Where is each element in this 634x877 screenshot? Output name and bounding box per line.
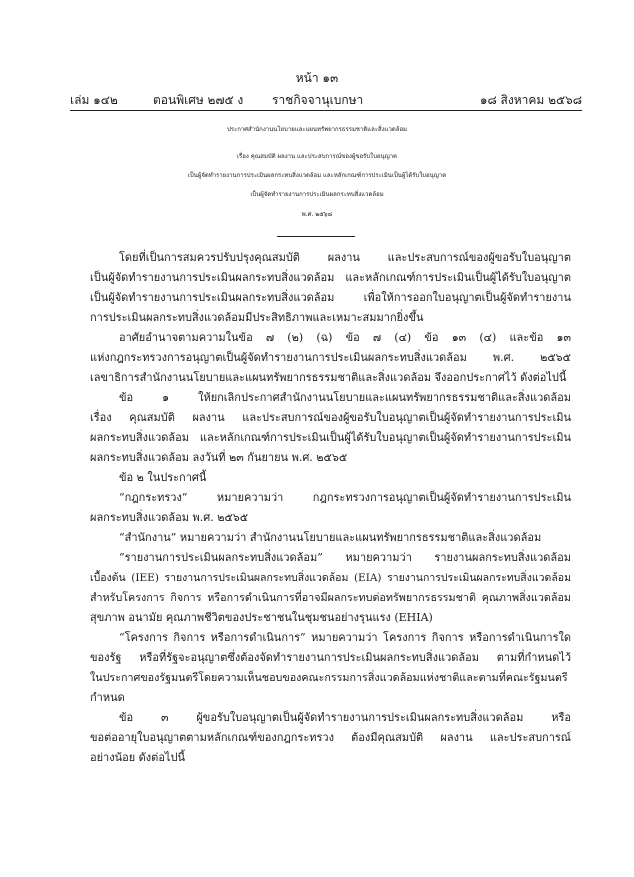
subject-line: เป็นผู้จัดทำรายงานการประเมินผลกระทบสิ่งแวดล้อม และหลักเกณฑ์การประเมินเป็นผู้ได้รับใบอนุญาต (187, 172, 447, 179)
subject-line: เป็นผู้จัดทำรายงานการประเมินผลกระทบสิ่งแวดล้อม (250, 191, 384, 198)
body-line: ของรัฐ หรือที่รัฐจะอนุญาตซึ่งต้องจัดทำรายงานการประเมินผลกระทบสิ่งแวดล้อม ตามที่กำหนดไว้ (90, 651, 571, 664)
body-line: กำหนด (90, 691, 125, 704)
body-line: เป็นผู้จัดทำรายงานการประเมินผลกระทบสิ่งแวดล้อม เพื่อให้การออกใบอนุญาตเป็นผู้จัดทำรายงาน (90, 291, 571, 304)
announcement-title: ประกาศสำนักงานนโยบายและแผนทรัพยากรธรรมชาติและสิ่งแวดล้อม (226, 126, 407, 133)
body-line: “กฎกระทรวง” หมายความว่า กฎกระทรวงการอนุญาตเป็นผู้จัดทำรายงานการประเมิน (119, 491, 571, 504)
special-section: ตอนพิเศษ ๒๗๕ ง (153, 93, 244, 107)
body-line: ขอต่ออายุใบอนุญาตตามหลักเกณฑ์ของกฎกระทรวง ต้องมีคุณสมบัติ ผลงาน และประสบการณ์ (90, 731, 571, 744)
volume-number: เล่ม ๑๔๒ (70, 93, 118, 107)
body-line: การประเมินผลกระทบสิ่งแวดล้อมมีประสิทธิภาพและเหมาะสมมากยิ่งขึ้น (90, 311, 424, 324)
body-line: ข้อ ๒ ในประกาศนี้ (119, 471, 207, 484)
page-number: หน้า ๑๓ (295, 71, 339, 85)
publication-date: ๑๘ สิงหาคม ๒๕๖๘ (479, 93, 582, 107)
body-line: “รายงานการประเมินผลกระทบสิ่งแวดล้อม” หมายความว่า รายงานผลกระทบสิ่งแวดล้อม (119, 551, 571, 564)
body-line: ผลกระทบสิ่งแวดล้อม ลงวันที่ ๒๓ กันยายน พ.ศ. ๒๕๖๕ (90, 451, 348, 464)
body-line: ข้อ ๑ ให้ยกเลิกประกาศสำนักงานนโยบายและแผนทรัพยากรธรรมชาติและสิ่งแวดล้อม (119, 391, 571, 404)
body-line: “สำนักงาน” หมายความว่า สำนักงานนโยบายและแผนทรัพยากรธรรมชาติและสิ่งแวดล้อม (119, 531, 542, 544)
title-underline (277, 236, 355, 237)
body-line: ในประกาศของรัฐมนตรีโดยความเห็นชอบของคณะกรรมการสิ่งแวดล้อมแห่งชาติและตามที่คณะรัฐมนตรี (90, 671, 568, 684)
body-line: ข้อ ๓ ผู้ขอรับใบอนุญาตเป็นผู้จัดทำรายงานการประเมินผลกระทบสิ่งแวดล้อม หรือ (119, 711, 571, 724)
body-line: เป็นผู้จัดทำรายงานการประเมินผลกระทบสิ่งแวดล้อม และหลักเกณฑ์การประเมินเป็นผู้ได้รับใบอนุญาต (90, 271, 571, 284)
gazette-name: ราชกิจจานุเบกษา (272, 93, 364, 107)
subject-line: เรื่อง คุณสมบัติ ผลงาน และประสบการณ์ของผู้ขอรับใบอนุญาต (236, 153, 397, 160)
body-line: “โครงการ กิจการ หรือการดำเนินการ” หมายความว่า โครงการ กิจการ หรือการดำเนินการใด (119, 631, 571, 644)
body-line: เบื้องต้น (IEE) รายงานการประเมินผลกระทบสิ่งแวดล้อม (EIA) รายงานการประเมินผลกระทบสิ่งแวดล้อม (90, 572, 571, 584)
body-line: แห่งกฎกระทรวงการอนุญาตเป็นผู้จัดทำรายงานการประเมินผลกระทบสิ่งแวดล้อม พ.ศ. ๒๕๖๕ (90, 351, 571, 364)
body-line: เรื่อง คุณสมบัติ ผลงาน และประสบการณ์ของผู้ขอรับใบอนุญาตเป็นผู้จัดทำรายงานการประเมิน (90, 411, 571, 424)
body-line: โดยที่เป็นการสมควรปรับปรุงคุณสมบัติ ผลงาน และประสบการณ์ของผู้ขอรับใบอนุญาต (119, 251, 571, 264)
body-line: สำหรับโครงการ กิจการ หรือการดำเนินการที่อาจมีผลกระทบต่อทรัพยากรธรรมชาติ คุณภาพสิ่งแวดล้อม (90, 591, 571, 604)
announcement-year: พ.ศ. ๒๕๖๘ (301, 211, 333, 218)
body-line: เลขาธิการสำนักงานนโยบายและแผนทรัพยากรธรรมชาติและสิ่งแวดล้อม จึงออกประกาศไว้ ดังต่อไปนี้ (90, 371, 567, 384)
body-line: ผลกระทบสิ่งแวดล้อม และหลักเกณฑ์การประเมินเป็นผู้ได้รับใบอนุญาตเป็นผู้จัดทำรายงานการประเมิน (90, 431, 571, 444)
body-line: อย่างน้อย ดังต่อไปนี้ (90, 751, 185, 764)
header-rule (70, 110, 582, 111)
body-line: สุขภาพ อนามัย คุณภาพชีวิตของประชาชนในชุมชนอย่างรุนแรง (EHIA) (90, 611, 433, 624)
body-line: อาศัยอำนาจตามความในข้อ ๗ (๒) (ฉ) ข้อ ๗ (๔) ข้อ ๑๓ (๔) และข้อ ๑๓ (119, 331, 571, 344)
body-line: ผลกระทบสิ่งแวดล้อม พ.ศ. ๒๕๖๕ (90, 511, 249, 524)
